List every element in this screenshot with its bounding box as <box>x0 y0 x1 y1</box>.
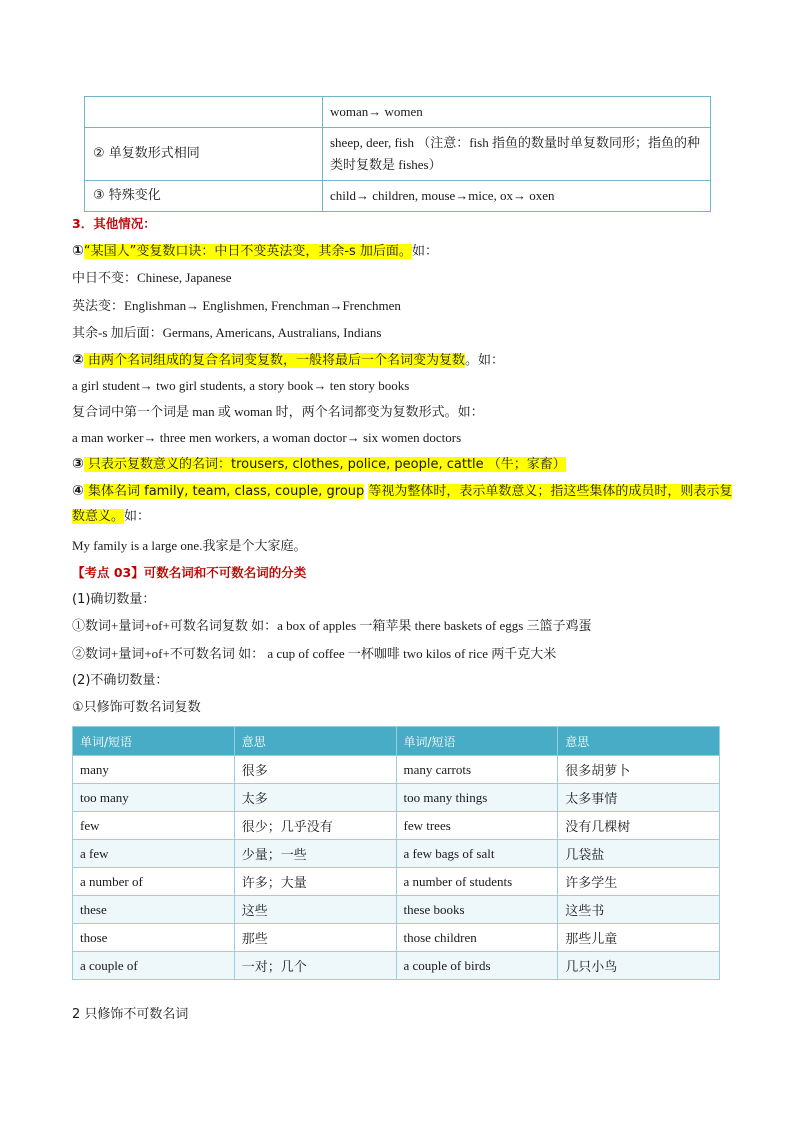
pattern-line: ①数词+量词+of+可数名词复数 如：a box of apples 一箱苹果 there baskets of eggs 三篮子鸡蛋 <box>72 618 592 633</box>
kaodian-heading: 【考点 03】可数名词和不可数名词的分类 <box>72 565 307 580</box>
row-label: ② 单复数形式相同 <box>85 128 323 181</box>
collective-noun-rule: ④ 集体名词 family, team, class, couple, group 等视为整体时，表示单数意义；指这些集体的成员时，则表示复数意义。如： <box>72 483 733 524</box>
table-cell: 太多事情 <box>558 784 720 812</box>
quantifier-table <box>72 726 720 980</box>
plural-forms-table <box>84 96 711 212</box>
example-line: a man worker→ three men workers, a woman doctor→ six women doctors <box>72 430 462 445</box>
table-cell: 少量；一些 <box>234 840 396 868</box>
table-cell: 这些 <box>234 896 396 924</box>
subheading: ①只修饰可数名词复数 <box>72 700 201 715</box>
subheading: 2 只修饰不可数名词 <box>72 1007 189 1022</box>
table-cell: those children <box>396 924 558 952</box>
table-cell: too many <box>73 784 235 812</box>
table-row <box>73 952 720 980</box>
table-row <box>73 840 720 868</box>
example-line: 其余-s 加后面：Germans, Americans, Australians, Indians <box>72 325 382 340</box>
table-cell: a few <box>73 840 235 868</box>
table-cell: 许多学生 <box>558 868 720 896</box>
table-cell: 这些书 <box>558 896 720 924</box>
pattern-line: ②数词+量词+of+不可数名词 如： a cup of coffee 一杯咖啡 two kilos of rice 两千克大米 <box>72 646 557 661</box>
row-label <box>85 97 323 128</box>
table-cell: a few bags of salt <box>396 840 558 868</box>
table-cell: 几袋盐 <box>558 840 720 868</box>
table-cell: 很多 <box>234 756 396 784</box>
table-cell: 那些儿童 <box>558 924 720 952</box>
table-row <box>85 181 711 212</box>
table-cell: 一对；几个 <box>234 952 396 980</box>
example-line: My family is a large one.我家是个大家庭。 <box>72 538 307 553</box>
row-content: child→ children, mouse→mice, ox→ oxen <box>323 181 711 212</box>
table-cell: 几只小鸟 <box>558 952 720 980</box>
row-content: woman→ women <box>323 97 711 128</box>
table-cell: many carrots <box>396 756 558 784</box>
table-cell: few <box>73 812 235 840</box>
example-line: a girl student→ two girl students, a story book→ ten story books <box>72 378 410 393</box>
table-row <box>85 128 711 181</box>
subheading: (1)确切数量： <box>72 592 156 607</box>
table-row <box>73 868 720 896</box>
table-cell: many <box>73 756 235 784</box>
table-cell: a number of <box>73 868 235 896</box>
table-row <box>73 924 720 952</box>
table-cell: 很多胡萝卜 <box>558 756 720 784</box>
table-cell: 很少；几乎没有 <box>234 812 396 840</box>
table-cell: these books <box>396 896 558 924</box>
table-row <box>85 97 711 128</box>
table-cell: those <box>73 924 235 952</box>
section-heading: 3．其他情况： <box>72 216 156 231</box>
table-row <box>73 784 720 812</box>
table-cell: 太多 <box>234 784 396 812</box>
table-cell: few trees <box>396 812 558 840</box>
table-row <box>73 896 720 924</box>
table-row <box>73 756 720 784</box>
column-header: 单词/短语 <box>396 727 558 756</box>
column-header: 意思 <box>558 727 720 756</box>
example-line: 中日不变：Chinese, Japanese <box>72 270 232 285</box>
plural-only-rule: ③ 只表示复数意义的名词：trousers, clothes, police, people, cattle （牛；家畜） <box>72 456 566 472</box>
row-label: ③ 特殊变化 <box>85 181 323 212</box>
table-row <box>73 812 720 840</box>
table-cell: a couple of <box>73 952 235 980</box>
table-cell: a couple of birds <box>396 952 558 980</box>
compound-rule: ② 由两个名词组成的复合名词变复数，一般将最后一个名词变为复数。如： <box>72 352 505 368</box>
table-cell: too many things <box>396 784 558 812</box>
nationality-rule: ①“某国人”变复数口诀：中日不变英法变，其余-s 加后面。如： <box>72 243 438 259</box>
table-cell: these <box>73 896 235 924</box>
column-header: 单词/短语 <box>73 727 235 756</box>
column-header: 意思 <box>234 727 396 756</box>
table-cell: 许多；大量 <box>234 868 396 896</box>
subheading: (2)不确切数量： <box>72 673 169 688</box>
table-cell: 那些 <box>234 924 396 952</box>
example-line: 英法变：Englishman→ Englishmen, Frenchman→Frenchmen <box>72 298 401 313</box>
table-cell: 没有几棵树 <box>558 812 720 840</box>
table-header-row <box>73 727 720 756</box>
row-content: sheep, deer, fish （注意：fish 指鱼的数量时单复数同形；指鱼的种类时复数是 fishes） <box>323 128 711 181</box>
compound-rule-note: 复合词中第一个词是 man 或 woman 时，两个名词都变为复数形式。如： <box>72 404 484 419</box>
table-cell: a number of students <box>396 868 558 896</box>
